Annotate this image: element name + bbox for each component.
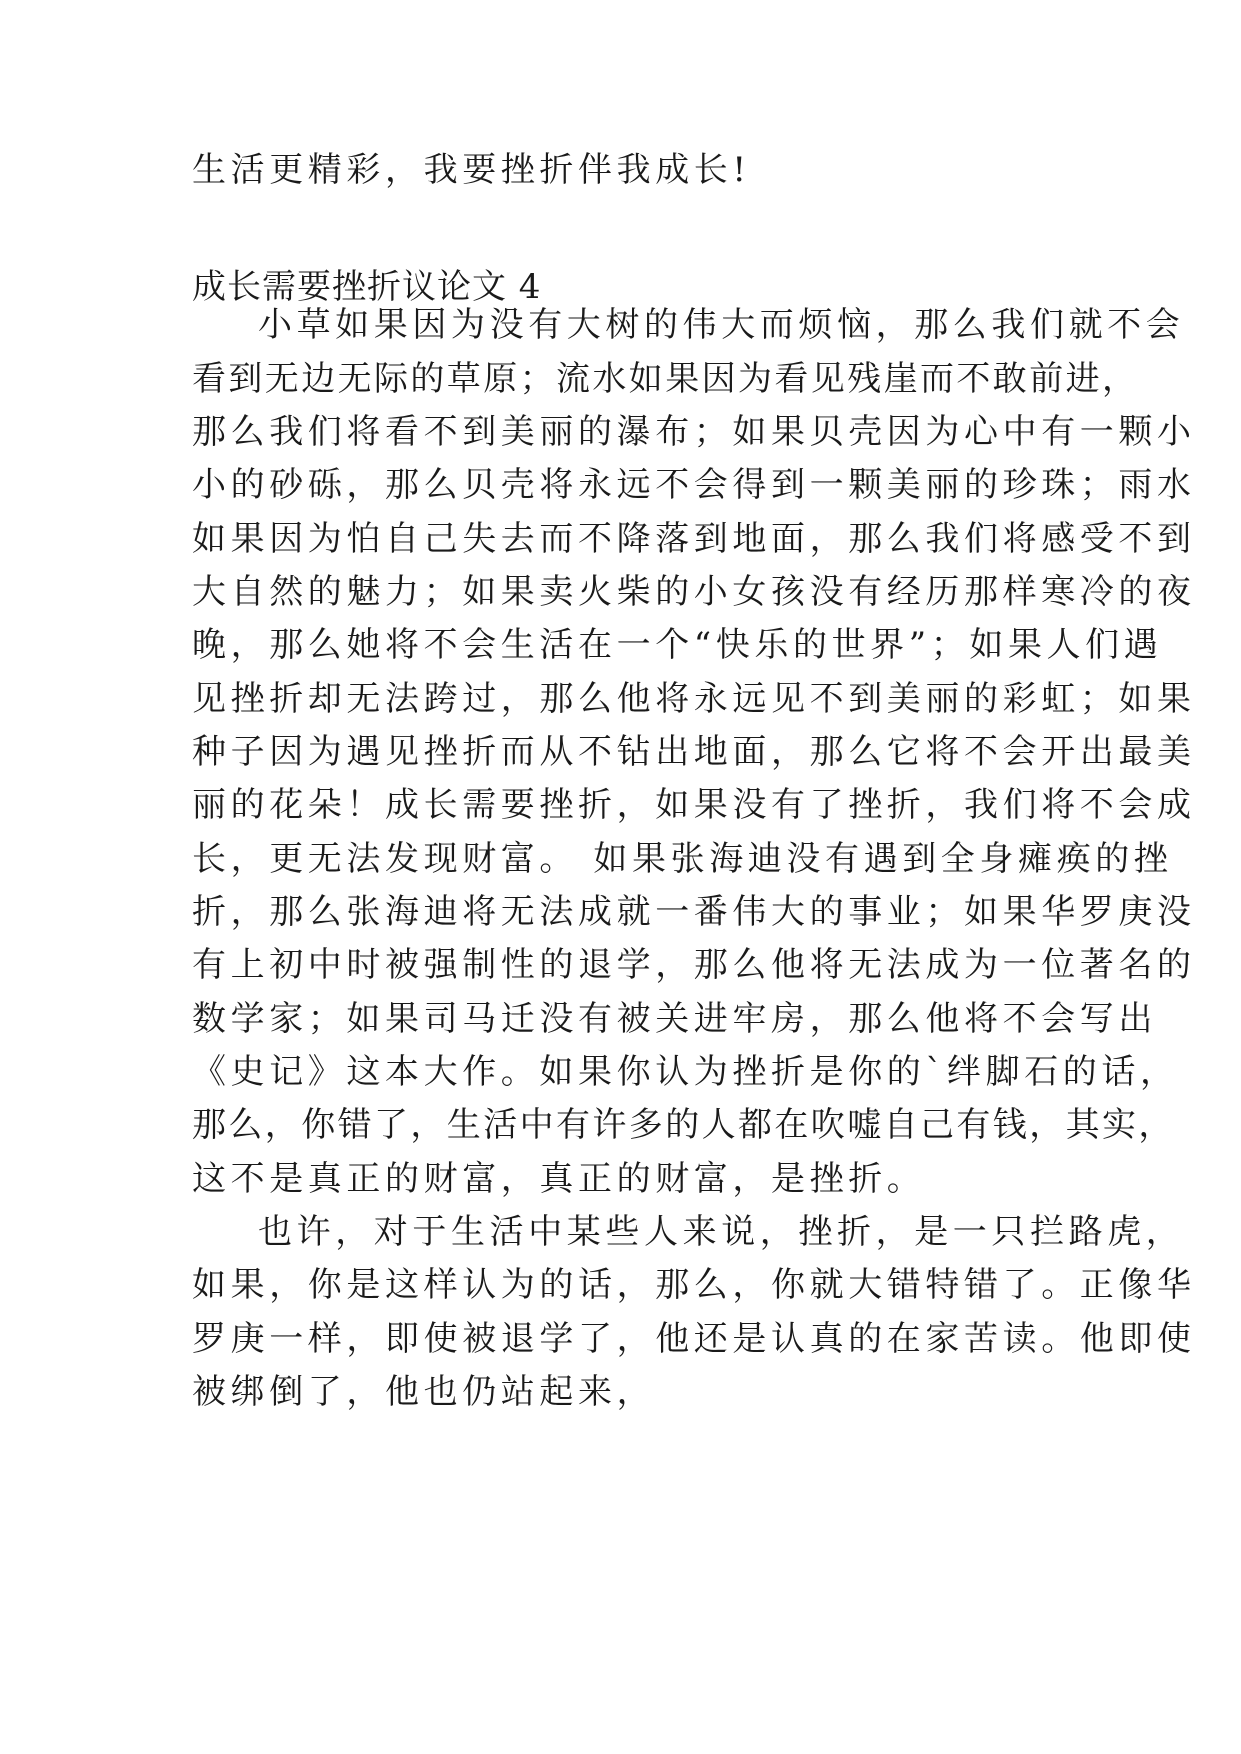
paragraph-1-line: 见挫折却无法跨过，那么他将永远见不到美丽的彩虹；如果	[192, 679, 1196, 719]
paragraph-2-line: 罗庚一样，即使被退学了，他还是认真的在家苦读。他即使	[192, 1319, 1196, 1359]
paragraph-1-line: 长，更无法发现财富。 如果张海迪没有遇到全身瘫痪的挫	[192, 839, 1173, 879]
paragraph-1-line: 如果因为怕自己失去而不降落到地面，那么我们将感受不到	[192, 519, 1196, 559]
paragraph-1-line: 那么我们将看不到美丽的瀑布；如果贝壳因为心中有一颗小	[192, 412, 1196, 452]
paragraph-1-line: 种子因为遇见挫折而从不钻出地面，那么它将不会开出最美	[192, 732, 1196, 772]
paragraph-2-line: 如果，你是这样认为的话，那么，你就大错特错了。正像华	[192, 1265, 1196, 1305]
paragraph-1-line: 有上初中时被强制性的退学，那么他将无法成为一位著名的	[192, 945, 1196, 985]
paragraph-1-line: 小草如果因为没有大树的伟大而烦恼，那么我们就不会	[258, 305, 1185, 345]
paragraph-1-line: 折，那么张海迪将无法成就一番伟大的事业；如果华罗庚没	[192, 892, 1196, 932]
paragraph-1-line: 看到无边无际的草原；流水如果因为看见残崖而不敢前进，	[192, 359, 1139, 399]
paragraph-2-line: 被绑倒了，他也仍站起来，	[192, 1372, 656, 1412]
paragraph-1-line: 大自然的魅力；如果卖火柴的小女孩没有经历那样寒冷的夜	[192, 572, 1196, 612]
paragraph-2-line: 也许，对于生活中某些人来说，挫折，是一只拦路虎，	[258, 1212, 1185, 1252]
paragraph-1-line: 《史记》这本大作。如果你认为挫折是你的`绊脚石的话，	[192, 1052, 1179, 1092]
section-heading: 成长需要挫折议论文 4	[192, 267, 542, 307]
paragraph-1-line: 那么，你错了，生活中有许多的人都在吹嘘自己有钱，其实，	[192, 1105, 1175, 1145]
paragraph-1-line: 晚，那么她将不会生活在一个“快乐的世界”；如果人们遇	[192, 625, 1163, 665]
paragraph-1-line: 丽的花朵！成长需要挫折，如果没有了挫折，我们将不会成	[192, 785, 1196, 825]
paragraph-1-line: 数学家；如果司马迁没有被关进牢房，那么他将不会写出	[192, 999, 1157, 1039]
paragraph-1-line: 小的砂砾，那么贝壳将永远不会得到一颗美丽的珍珠；雨水	[192, 465, 1196, 505]
paragraph-1-line: 这不是真正的财富，真正的财富，是挫折。	[192, 1159, 926, 1199]
opening-line: 生活更精彩，我要挫折伴我成长!	[192, 150, 751, 190]
